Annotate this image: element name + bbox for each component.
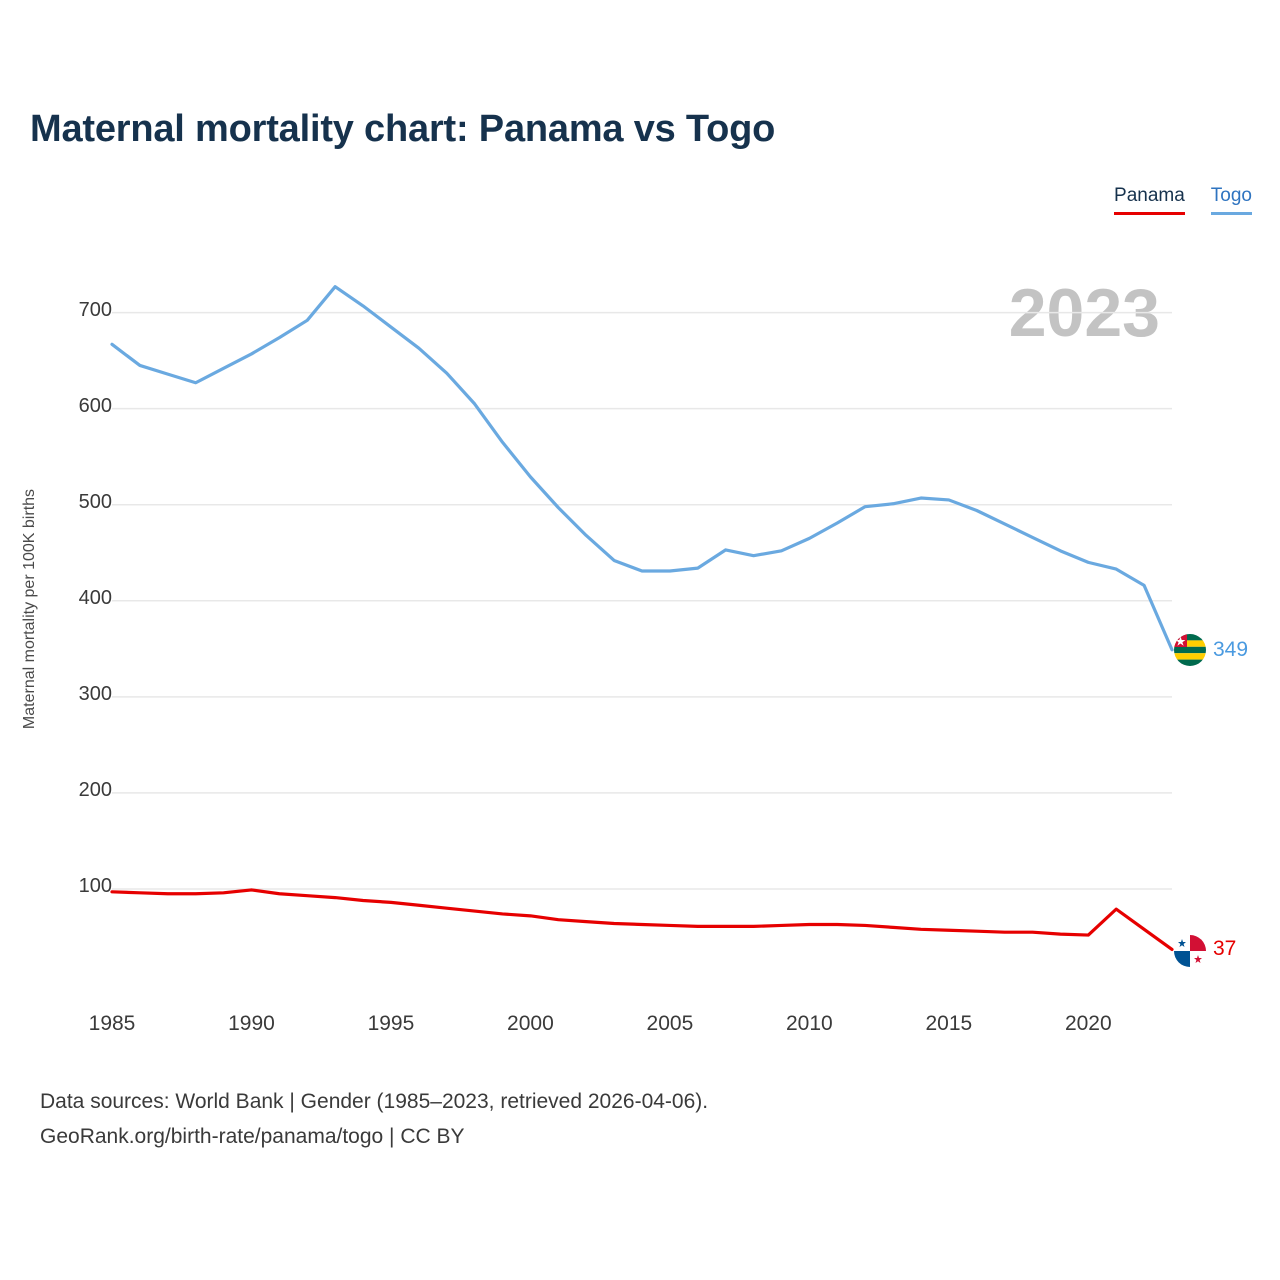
- legend-item-panama[interactable]: Panama: [1114, 186, 1185, 215]
- y-tick-label: 700: [78, 298, 112, 321]
- y-tick-label: 300: [78, 682, 112, 705]
- x-tick-label: 2010: [786, 1012, 833, 1035]
- source-line-1: Data sources: World Bank | Gender (1985–2023, retrieved 2026-04-06).: [40, 1090, 709, 1113]
- panama-flag-icon: [1174, 935, 1206, 967]
- y-tick-label: 200: [78, 778, 112, 801]
- togo-flag-icon: [1174, 634, 1206, 666]
- source-line-2: GeoRank.org/birth-rate/panama/togo | CC BY: [40, 1124, 465, 1148]
- y-tick-label: 100: [78, 874, 112, 897]
- page-title: Maternal mortality chart: Panama vs Togo: [30, 108, 776, 150]
- panama-end-value: 37: [1213, 937, 1237, 960]
- y-tick-label: 400: [78, 586, 112, 609]
- x-tick-label: 1995: [367, 1012, 415, 1035]
- y-tick-label: 500: [78, 490, 112, 513]
- x-tick-label: 1990: [228, 1012, 275, 1035]
- y-axis-label: Maternal mortality per 100K births: [21, 488, 38, 730]
- x-tick-label: 2005: [646, 1012, 694, 1035]
- series-line-panama: [112, 890, 1172, 950]
- y-tick-label: 600: [78, 394, 112, 417]
- togo-end-value: 349: [1213, 638, 1249, 661]
- source-note: [40, 1085, 708, 1154]
- x-tick-label: 2020: [1064, 1012, 1112, 1035]
- x-tick-label: 1985: [88, 1012, 136, 1035]
- series-line-togo: [112, 287, 1172, 650]
- x-tick-label: 2000: [507, 1012, 554, 1035]
- year-watermark: 2023: [1008, 275, 1160, 351]
- x-tick-label: 2015: [925, 1012, 973, 1035]
- legend-item-togo[interactable]: Togo: [1211, 186, 1252, 215]
